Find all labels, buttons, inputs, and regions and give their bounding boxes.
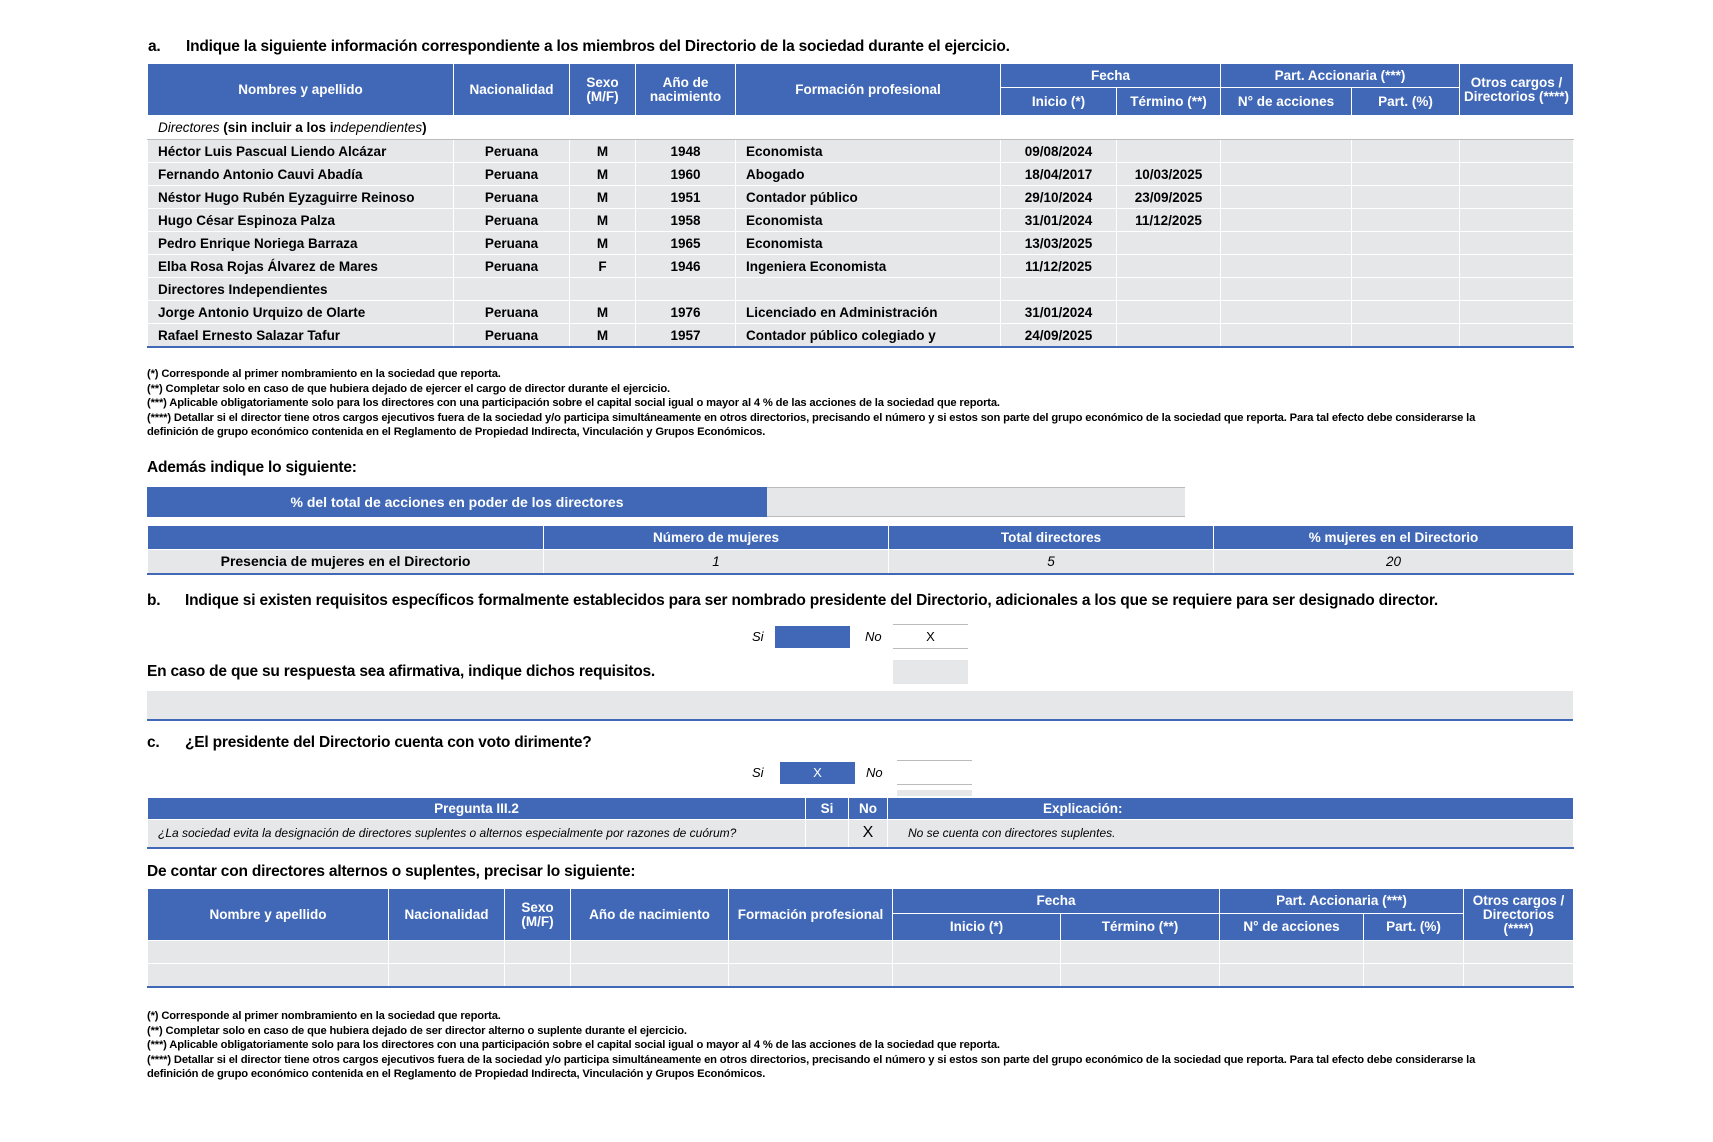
director-anio: 1965 xyxy=(636,232,736,255)
director-inicio: 29/10/2024 xyxy=(1001,186,1117,209)
alt-header-part: Part. Accionaria (***) xyxy=(1220,889,1464,914)
alt-header-anio: Año de nacimiento xyxy=(571,889,729,941)
director-anio: 1976 xyxy=(636,301,736,324)
ademas-heading: Además indique lo siguiente: xyxy=(147,459,357,476)
header-otros: Otros cargos / Directorios (****) xyxy=(1460,64,1574,116)
b-si-label: Si xyxy=(752,629,764,644)
header-total-directores: Total directores xyxy=(889,526,1214,550)
pct-acciones-label: % del total de acciones en poder de los directores xyxy=(147,487,767,517)
director-name: Jorge Antonio Urquizo de Olarte xyxy=(148,301,454,324)
director-partpct xyxy=(1352,209,1460,232)
alt-header-nacionalidad: Nacionalidad xyxy=(389,889,505,941)
director-acciones xyxy=(1221,255,1352,278)
pct-acciones-value xyxy=(767,487,1185,517)
alt-empty-row xyxy=(148,941,1574,964)
director-otros xyxy=(1460,209,1574,232)
director-sexo: M xyxy=(570,186,636,209)
director-termino: 23/09/2025 xyxy=(1117,186,1221,209)
director-row xyxy=(148,163,1574,186)
director-acciones xyxy=(1221,232,1352,255)
header-pregunta: Pregunta III.2 xyxy=(148,798,806,820)
director-name: Hugo César Espinoza Palza xyxy=(148,209,454,232)
director-name: Héctor Luis Pascual Liendo Alcázar xyxy=(148,140,454,163)
director-name: Rafael Ernesto Salazar Tafur xyxy=(148,324,454,348)
c-no-box[interactable] xyxy=(897,760,972,785)
director-nacionalidad: Peruana xyxy=(454,232,570,255)
pregunta-si-cell[interactable] xyxy=(806,820,849,848)
director-otros xyxy=(1460,186,1574,209)
director-nacionalidad: Peruana xyxy=(454,255,570,278)
director-anio: 1960 xyxy=(636,163,736,186)
pregunta-explicacion: No se cuenta con directores suplentes. xyxy=(888,820,1574,848)
c-si-label: Si xyxy=(752,765,764,780)
director-sexo: F xyxy=(570,255,636,278)
director-partpct xyxy=(1352,324,1460,348)
header-formacion: Formación profesional xyxy=(736,64,1001,116)
mujeres-numero: 1 xyxy=(544,550,889,574)
director-termino: 11/12/2025 xyxy=(1117,209,1221,232)
section-b-title: b. Indique si existen requisitos específicos formalmente establecidos para ser nombrado presidente del Directorio, adicionales a los que se requiere para ser designado director. xyxy=(147,592,1438,609)
director-row xyxy=(148,186,1574,209)
alt-header-formacion: Formación profesional xyxy=(729,889,893,941)
b-si-box[interactable] xyxy=(775,626,850,648)
director-inicio: 11/12/2025 xyxy=(1001,255,1117,278)
b-afirmativa-box xyxy=(893,660,968,684)
director-partpct xyxy=(1352,140,1460,163)
alt-header-termino: Término (**) xyxy=(1061,914,1220,941)
director-row xyxy=(148,209,1574,232)
director-sexo: M xyxy=(570,301,636,324)
director-anio: 1946 xyxy=(636,255,736,278)
director-acciones xyxy=(1221,324,1352,348)
header-nacionalidad: Nacionalidad xyxy=(454,64,570,116)
director-sexo: M xyxy=(570,324,636,348)
header-partpct: Part. (%) xyxy=(1352,88,1460,116)
director-row xyxy=(148,255,1574,278)
director-otros xyxy=(1460,301,1574,324)
director-acciones xyxy=(1221,163,1352,186)
director-sexo: M xyxy=(570,140,636,163)
mujeres-pct: 20 xyxy=(1214,550,1574,574)
director-otros xyxy=(1460,324,1574,348)
director-formacion: Economista xyxy=(736,232,1001,255)
alt-header-acciones: N° de acciones xyxy=(1220,914,1364,941)
alt-header-otros: Otros cargos / Directorios (****) xyxy=(1464,889,1574,941)
director-termino xyxy=(1117,140,1221,163)
director-partpct xyxy=(1352,186,1460,209)
alt-header-fecha: Fecha xyxy=(893,889,1220,914)
director-formacion: Economista xyxy=(736,209,1001,232)
director-formacion: Abogado xyxy=(736,163,1001,186)
header-nombres: Nombres y apellido xyxy=(148,64,454,116)
header-acciones: N° de acciones xyxy=(1221,88,1352,116)
director-inicio: 31/01/2024 xyxy=(1001,209,1117,232)
mujeres-row-label: Presencia de mujeres en el Directorio xyxy=(148,550,544,574)
section-c-title: c. ¿El presidente del Directorio cuenta con voto dirimente? xyxy=(147,734,592,751)
director-inicio: 13/03/2025 xyxy=(1001,232,1117,255)
director-termino xyxy=(1117,324,1221,348)
director-formacion: Licenciado en Administración xyxy=(736,301,1001,324)
director-partpct xyxy=(1352,301,1460,324)
c-si-box[interactable]: X xyxy=(780,762,855,784)
director-acciones xyxy=(1221,209,1352,232)
director-acciones xyxy=(1221,186,1352,209)
header-part: Part. Accionaria (***) xyxy=(1221,64,1460,88)
director-nacionalidad: Peruana xyxy=(454,209,570,232)
director-partpct xyxy=(1352,255,1460,278)
directors-table xyxy=(147,63,1574,348)
director-nacionalidad: Peruana xyxy=(454,301,570,324)
alt-header-sexo: Sexo (M/F) xyxy=(505,889,571,941)
director-partpct xyxy=(1352,163,1460,186)
alternos-table xyxy=(147,888,1574,988)
pregunta-text: ¿La sociedad evita la designación de directores suplentes o alternos especialmente por razones de cuórum? xyxy=(148,820,806,848)
header-inicio: Inicio (*) xyxy=(1001,88,1117,116)
alt-empty-row xyxy=(148,964,1574,987)
alt-header-nombre: Nombre y apellido xyxy=(148,889,389,941)
director-partpct xyxy=(1352,232,1460,255)
alt-header-inicio: Inicio (*) xyxy=(893,914,1061,941)
director-row xyxy=(148,301,1574,324)
mujeres-total: 5 xyxy=(889,550,1214,574)
pregunta-no-cell[interactable]: X xyxy=(849,820,888,848)
director-name: Elba Rosa Rojas Álvarez de Mares xyxy=(148,255,454,278)
director-termino xyxy=(1117,232,1221,255)
director-inicio: 18/04/2017 xyxy=(1001,163,1117,186)
director-nacionalidad: Peruana xyxy=(454,163,570,186)
director-formacion: Contador público colegiado y xyxy=(736,324,1001,348)
director-nacionalidad: Peruana xyxy=(454,186,570,209)
header-sexo: Sexo (M/F) xyxy=(570,64,636,116)
director-anio: 1951 xyxy=(636,186,736,209)
director-otros xyxy=(1460,163,1574,186)
director-otros xyxy=(1460,255,1574,278)
b-no-label: No xyxy=(865,629,882,644)
director-sexo: M xyxy=(570,232,636,255)
header-pct-mujeres: % mujeres en el Directorio xyxy=(1214,526,1574,550)
section-a-title: a. Indique la siguiente información correspondiente a los miembros del Directorio de la sociedad durante el ejercicio. xyxy=(148,38,1010,55)
director-sexo: M xyxy=(570,209,636,232)
director-row xyxy=(148,140,1574,163)
director-row xyxy=(148,324,1574,348)
director-nacionalidad: Peruana xyxy=(454,140,570,163)
b-afirmativa-text: En caso de que su respuesta sea afirmativa, indique dichos requisitos. xyxy=(147,663,655,680)
header-fecha: Fecha xyxy=(1001,64,1221,88)
director-sexo: M xyxy=(570,163,636,186)
director-termino: 10/03/2025 xyxy=(1117,163,1221,186)
director-inicio: 31/01/2024 xyxy=(1001,301,1117,324)
header-numero-mujeres: Número de mujeres xyxy=(544,526,889,550)
director-inicio: 24/09/2025 xyxy=(1001,324,1117,348)
footnotes-a: (*) Corresponde al primer nombramiento en la sociedad que reporta. (**) Completar solo en caso de que hubiera dejado de ejercer el cargo de director durante el ejercicio. (***) Aplicable obligatoriamente solo para los directores con una participación sobre el capital social igual o mayor al 4 % de las acciones de la sociedad que reporta. (****) Detallar si el director tiene otros cargos ejecutivos fuera de la sociedad y/o participa simultáneamente en otros directorios, precisando el número y si estos son parte del grupo económico de la sociedad que reporta. Para tal efecto debe considerarse la definición de grupo económico contenida en el Reglamento de Propiedad Indirecta, Vinculación y Grupos Económicos. xyxy=(147,368,1476,438)
director-formacion: Contador público xyxy=(736,186,1001,209)
director-termino xyxy=(1117,301,1221,324)
director-otros xyxy=(1460,140,1574,163)
header-explicacion: Explicación: xyxy=(888,798,1574,820)
header-termino: Término (**) xyxy=(1117,88,1221,116)
subheader-directores: Directores (sin incluir a los independientes) xyxy=(148,116,1574,140)
director-anio: 1958 xyxy=(636,209,736,232)
header-anio: Año de nacimiento xyxy=(636,64,736,116)
b-no-box[interactable]: X xyxy=(893,624,968,649)
director-formacion: Ingeniera Economista xyxy=(736,255,1001,278)
director-row xyxy=(148,232,1574,255)
header-si: Si xyxy=(806,798,849,820)
director-anio: 1957 xyxy=(636,324,736,348)
director-acciones xyxy=(1221,140,1352,163)
director-termino xyxy=(1117,255,1221,278)
c-no-label: No xyxy=(866,765,883,780)
director-anio: 1948 xyxy=(636,140,736,163)
pregunta-table xyxy=(147,797,1574,849)
alternos-title: De contar con directores alternos o suplentes, precisar lo siguiente: xyxy=(147,863,636,880)
independientes-label: Directores Independientes xyxy=(148,278,454,301)
director-otros xyxy=(1460,232,1574,255)
director-formacion: Economista xyxy=(736,140,1001,163)
director-name: Fernando Antonio Cauvi Abadía xyxy=(148,163,454,186)
director-name: Pedro Enrique Noriega Barraza xyxy=(148,232,454,255)
alt-header-partpct: Part. (%) xyxy=(1364,914,1464,941)
b-requisitos-field[interactable] xyxy=(147,691,1573,721)
director-nacionalidad: Peruana xyxy=(454,324,570,348)
footnotes-alternos: (*) Corresponde al primer nombramiento en la sociedad que reporta. (**) Completar solo en caso de que hubiera dejado de ser director alterno o suplente durante el ejercicio. (***) Aplicable obligatoriamente solo para los directores con una participación sobre el capital social igual o mayor al 4 % de las acciones de la sociedad que reporta. (****) Detallar si el director tiene otros cargos ejecutivos fuera de la sociedad y/o participa simultáneamente en otros directorios, precisando el número y si estos son parte del grupo económico de la sociedad que reporta. Para tal efecto debe considerarse la definición de grupo económico contenida en el Reglamento de Propiedad Indirecta, Vinculación y Grupos Económicos. xyxy=(147,1010,1476,1080)
director-inicio: 09/08/2024 xyxy=(1001,140,1117,163)
director-acciones xyxy=(1221,301,1352,324)
mujeres-table xyxy=(147,525,1574,575)
header-no: No xyxy=(849,798,888,820)
director-name: Néstor Hugo Rubén Eyzaguirre Reinoso xyxy=(148,186,454,209)
